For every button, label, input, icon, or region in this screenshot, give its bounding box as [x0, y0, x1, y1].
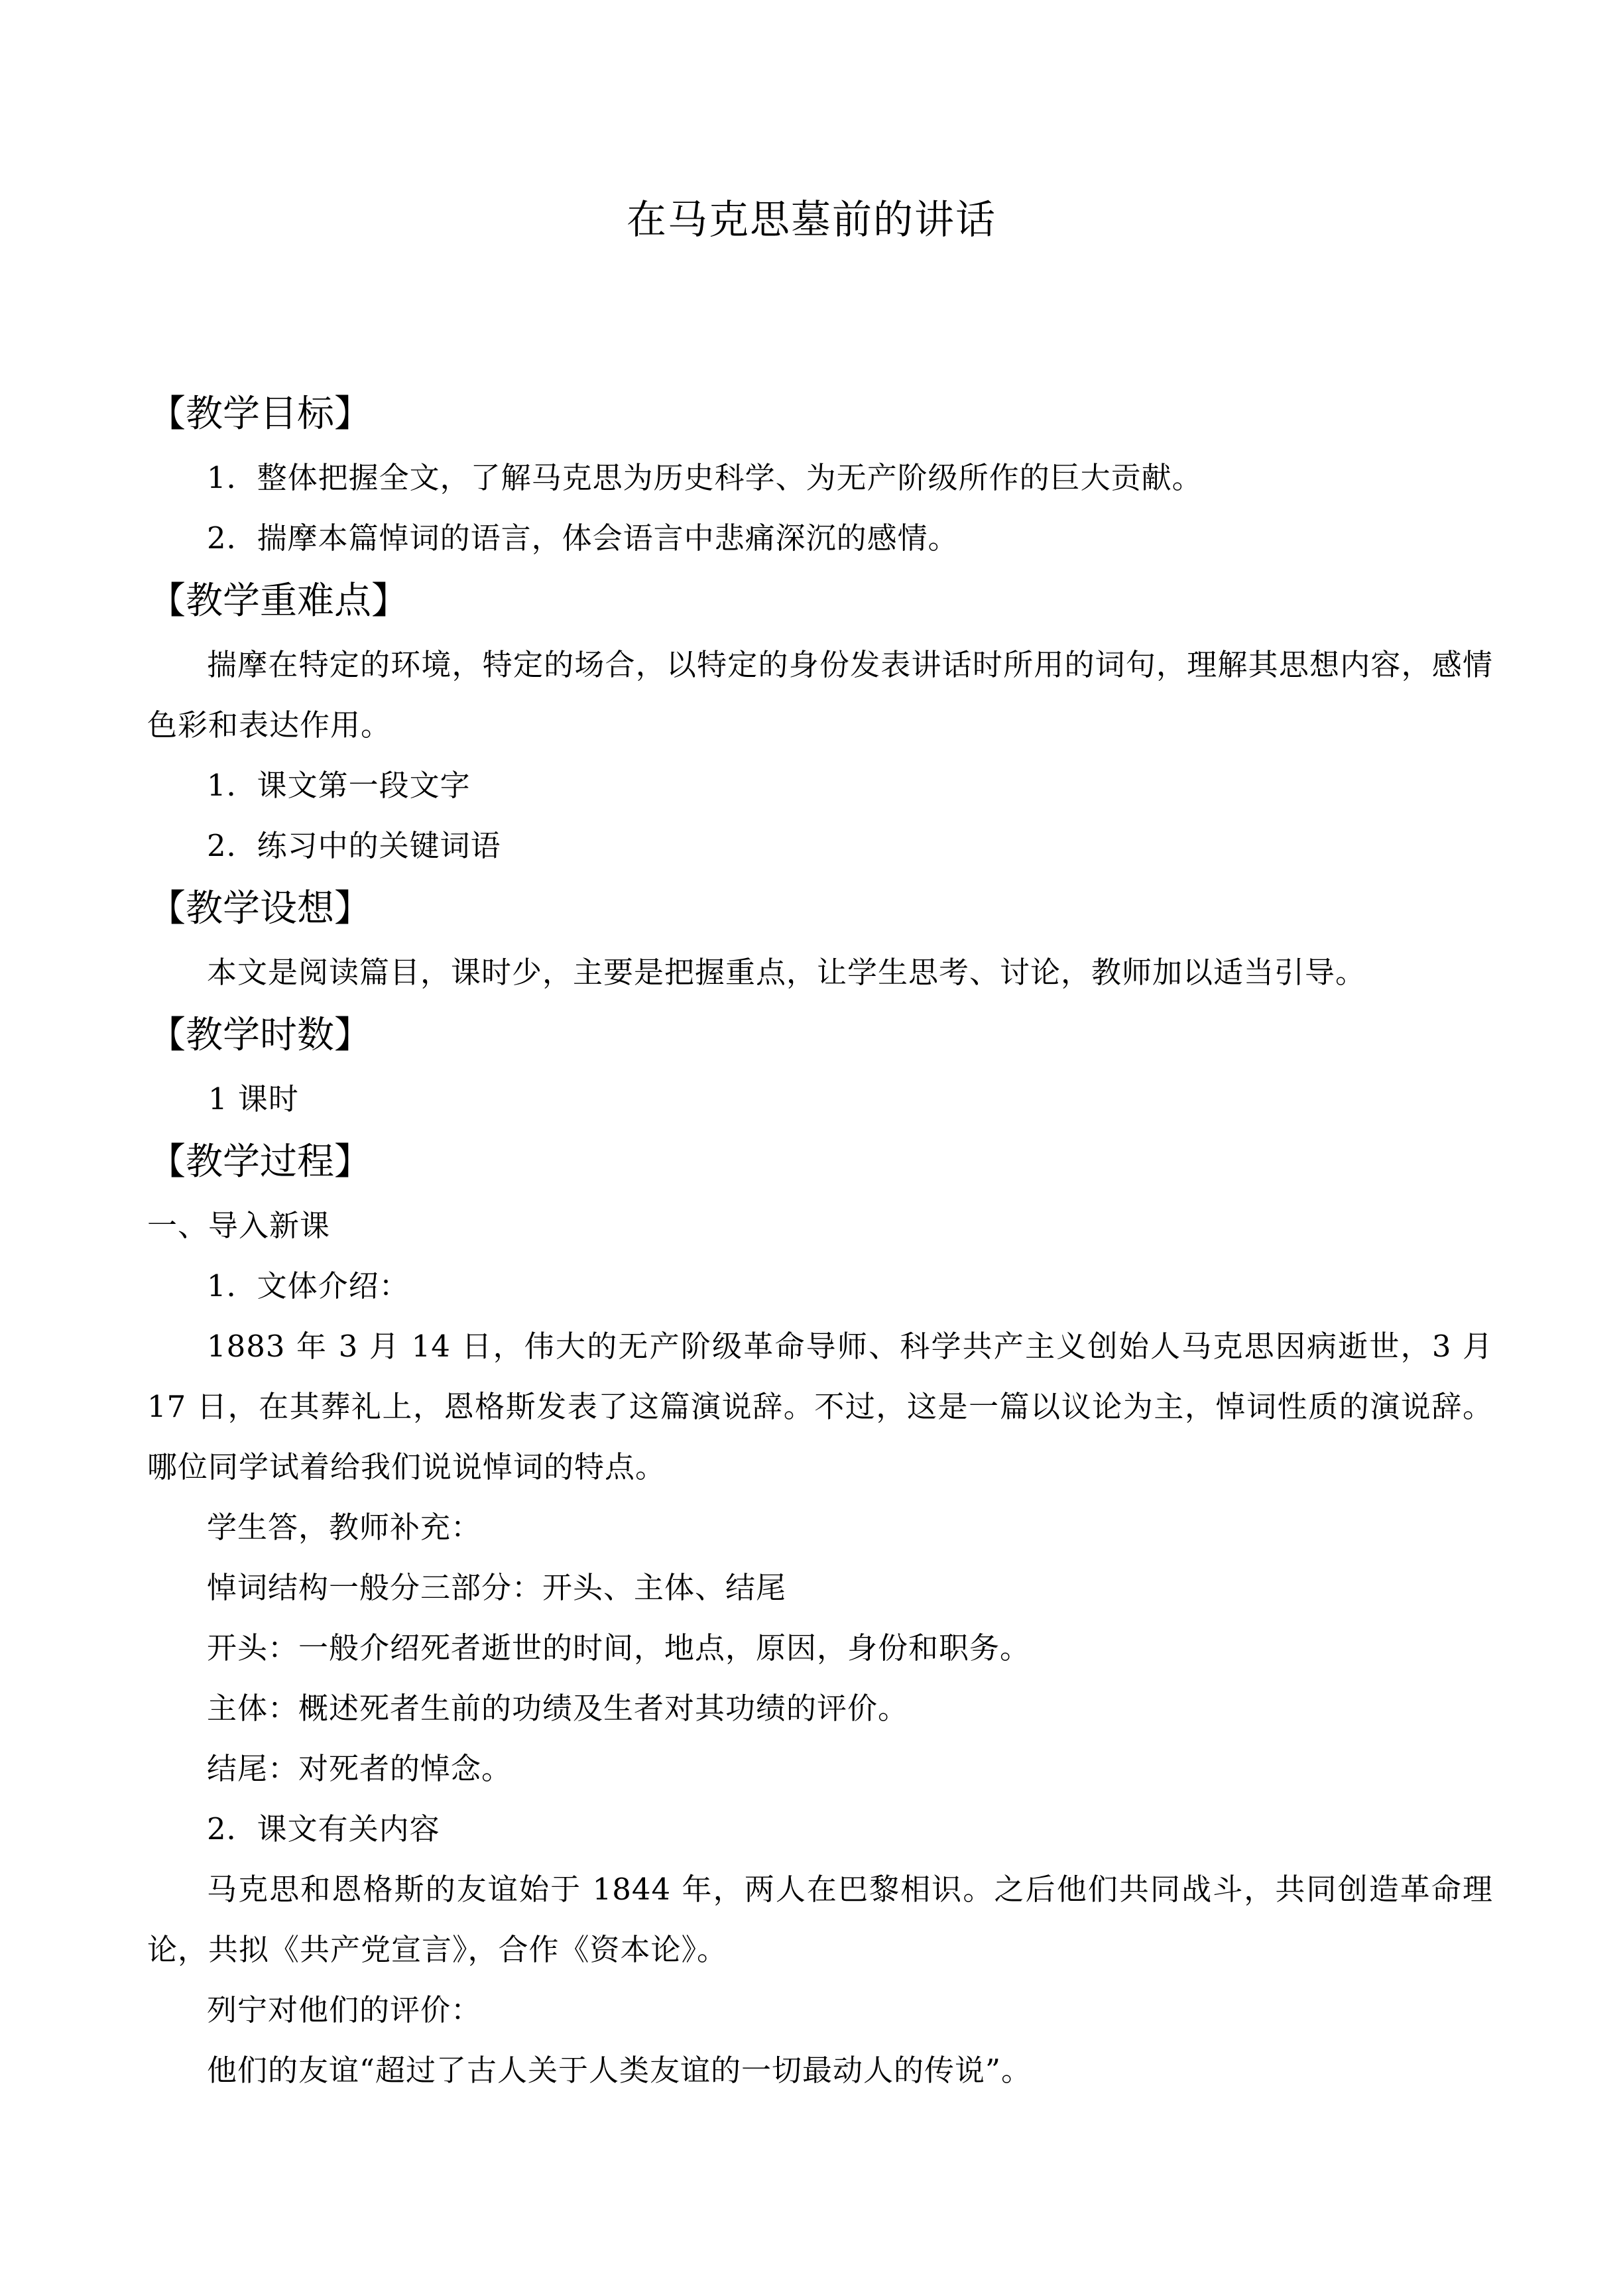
- process-paragraph: 马克思和恩格斯的友谊始于 1844 年，两人在巴黎相识。之后他们共同战斗，共同创造革命理论，共拟《共产党宣言》，合作《资本论》。: [147, 1872, 1493, 1967]
- process-paragraph: 1．文体介绍：: [207, 1268, 410, 1303]
- section-heading-design: 【教学设想】: [149, 887, 371, 930]
- process-paragraph: 1883 年 3 月 14 日，伟大的无产阶级革命导师、科学共产主义创始人马克思因病逝世，3 月 17 日，在其葬礼上，恩格斯发表了这篇演说辞。不过，这是一篇以议论为主，悼词性质的演说辞。哪位同学试着给我们说说悼词的特点。: [147, 1329, 1493, 1484]
- goal-paragraph: 1．整体把握全文，了解马克思为历史科学、为无产阶级所作的巨大贡献。: [207, 460, 1203, 495]
- process-paragraph: 列宁对他们的评价：: [207, 1992, 482, 2027]
- process-paragraph: 主体：概述死者生前的功绩及生者对其功绩的评价。: [207, 1691, 909, 1726]
- process-subheading: 一、导入新课: [147, 1208, 331, 1243]
- process-paragraph: 学生答，教师补充：: [207, 1510, 482, 1545]
- key-points-item: 2．练习中的关键词语: [207, 828, 501, 863]
- section-heading-goals: 【教学目标】: [149, 393, 371, 436]
- key-points-item: 1．课文第一段文字: [207, 768, 471, 803]
- section-heading-process: 【教学过程】: [149, 1140, 371, 1183]
- hours-paragraph: 1 课时: [208, 1081, 299, 1117]
- goal-paragraph: 2．揣摩本篇悼词的语言，体会语言中悲痛深沉的感情。: [207, 520, 959, 556]
- section-heading-hours: 【教学时数】: [149, 1014, 371, 1057]
- section-heading-key-points: 【教学重难点】: [149, 579, 408, 623]
- key-points-paragraph: 揣摩在特定的环境，特定的场合，以特定的身份发表讲话时所用的词句，理解其思想内容，感情色彩和表达作用。: [147, 647, 1493, 743]
- process-paragraph: 开头：一般介绍死者逝世的时间，地点，原因，身份和职务。: [207, 1630, 1031, 1665]
- process-paragraph: 悼词结构一般分三部分：开头、主体、结尾: [207, 1570, 787, 1605]
- document-body: [147, 381, 1493, 2100]
- process-paragraph: 2．课文有关内容: [207, 1811, 440, 1846]
- process-paragraph: 结尾：对死者的悼念。: [207, 1751, 512, 1786]
- document-title: 在马克思墓前的讲话: [627, 197, 996, 243]
- design-paragraph: 本文是阅读篇目，课时少，主要是把握重点，让学生思考、讨论，教师加以适当引导。: [207, 955, 1366, 990]
- process-paragraph: 他们的友谊“超过了古人关于人类友谊的一切最动人的传说”。: [207, 2053, 1032, 2088]
